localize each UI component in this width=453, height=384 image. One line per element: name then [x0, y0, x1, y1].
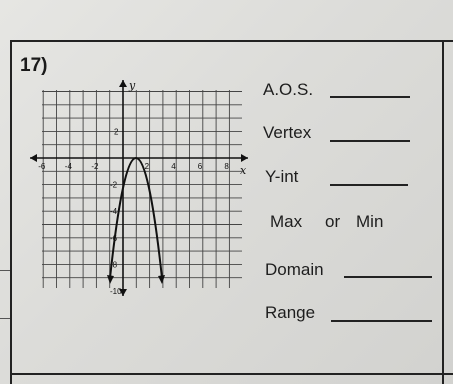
box-border-left [10, 40, 12, 384]
y-axis-label: y [129, 79, 136, 92]
parabola-arrow-right [158, 275, 165, 284]
yint-label: Y-int [265, 167, 299, 186]
y-tick-label: -2 [110, 180, 118, 190]
aos-answer-blank[interactable] [330, 96, 410, 98]
grid-lines [42, 90, 242, 288]
vertex-answer-blank[interactable] [330, 140, 410, 142]
y-axis-arrow-up [119, 80, 127, 87]
x-tick-label: 8 [224, 162, 229, 171]
aos-label: A.O.S. [263, 80, 314, 99]
min-option[interactable]: Min [356, 212, 384, 231]
max-option[interactable]: Max [270, 212, 303, 231]
or-text: or [325, 212, 341, 231]
parabola-arrow-left [107, 275, 114, 284]
y-tick-label: -8 [110, 260, 118, 270]
x-axis-arrow-left [30, 154, 37, 162]
yint-answer-blank[interactable] [330, 184, 408, 186]
domain-answer-blank[interactable] [344, 276, 432, 278]
question-number: 17) [20, 55, 48, 76]
range-answer-blank[interactable] [331, 320, 432, 322]
coordinate-grid [30, 78, 255, 298]
x-tick-label: -2 [91, 162, 99, 171]
y-tick-label: -10 [110, 287, 122, 296]
margin-mark [0, 270, 10, 271]
x-tick-label: 4 [171, 162, 176, 171]
range-label: Range [265, 303, 316, 322]
vertex-label: Vertex [263, 123, 312, 142]
domain-label: Domain [265, 260, 324, 279]
y-tick-label: -6 [110, 233, 118, 243]
x-axis-label: x [240, 164, 247, 177]
y-tick-label: 2 [114, 127, 119, 137]
box-border-right [442, 40, 444, 384]
box-border-bottom [10, 373, 453, 375]
margin-mark [0, 318, 10, 319]
x-tick-label: 6 [197, 162, 203, 171]
x-axis-arrow-right [241, 154, 248, 162]
x-tick-labels [38, 162, 229, 171]
x-tick-label: -4 [64, 162, 72, 171]
y-tick-labels [110, 127, 122, 296]
x-tick-label: 2 [144, 162, 150, 171]
y-tick-label: -4 [110, 207, 118, 217]
box-border-top [10, 40, 453, 42]
x-tick-label: -6 [38, 162, 46, 171]
